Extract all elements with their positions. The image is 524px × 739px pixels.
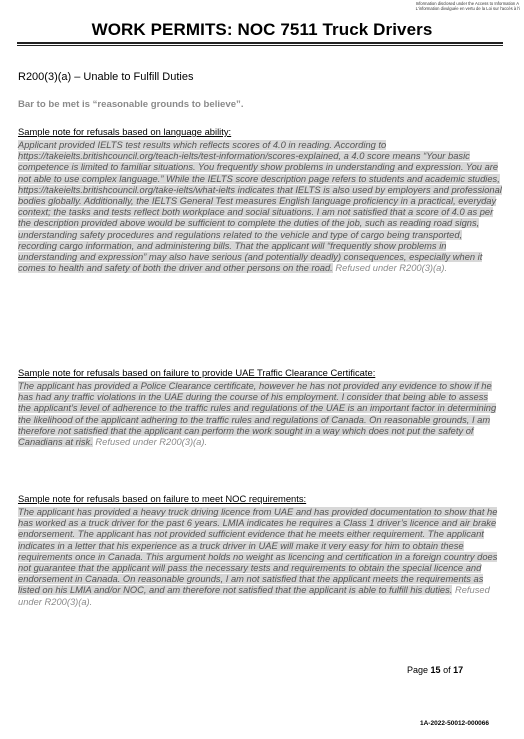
refused-label-uae-clearance: Refused under R200(3)(a). [95,437,208,448]
stamp-line-french: L'information divulguée en vertu de la Loi sur l'accès à l'i [415,6,520,11]
document-id: 1A-2022-50012-000066 [420,720,490,727]
page-word: Page [407,665,429,675]
note-text-noc: The applicant has provided a heavy truck driving licence from UAE and has provided documentation to show that he has worked as a truck driver for the past 6 years. LMIA indicates he requires a Class 1 driver’s licence and air brake endorsement. The applicant has not provided sufficient evidence that he meets either requirement. The applicant indicates in a letter that his experience as a truck driver in UAE will make it very easy for him to obtain these requirements once in Canada. This argument holds no weight as licencing and certification in a foreign country does not guarantee that the applicant will pass the necessary tests and requirements to obtain the special licence and endorsement in Canada. On reasonable grounds, I am not satisfied that the applicant meets the requirements as listed on his LMIA and/or NOC, and am therefore not satisfied that the applicant is able to fulfill his duties. [18,507,498,596]
note-body-language [18,140,503,274]
note-text-language: Applicant provided IELTS test results which reflects scores of 4.0 in reading. According to https://takeielts.britishcouncil.org/teach-ielts/test-information/scores-explained, a 4.0 score means “Your basic competence is limited to familiar situations. You frequently show problems in understanding and expression. You are not able to use complex language.” While the IELTS score description page refers to students and academic studies, https://takeielts.britishcouncil.org/take-ielts/what-ielts indicates that IELTS is also used by employers and professional bodies globally. Additionally, the IELTS General Test measures English language proficiency in a practical, everyday context; the tasks and tests reflect both workplace and social situations. I am not satisfied that a score of 4.0 as per the description provided above would be sufficient to complete the duties of the job, such as reading road signs, understanding safety procedures and regulations related to the vehicle and type of cargo being transported, recording cargo information, and administering bills. That the applicant will “frequently show problems in understanding and expression” may also have serious (and potentially deadly) consequences, especially when it comes to health and safety of both the driver and other persons on the road. [18,140,502,274]
page-total: 17 [453,665,464,675]
section-heading: R200(3)(a) – Unable to Fulfill Duties [18,71,194,83]
note-text-uae-clearance: The applicant has provided a Police Clearance certificate, however he has not provided any evidence to show if he has had any traffic violations in the UAE during the course of his employment. I consider that being able to assess the applicant’s level of adherence to the traffic rules and regulations of the UAE is an important factor in determining the likelihood of the applicant adhering to the traffic rules and regulations of Canada. On reasonable grounds, I am therefore not satisfied that the applicant can perform the work sought in a way which does not put the safety of Canadians at risk. [18,381,497,448]
note-heading-noc: Sample note for refusals based on failure to meet NOC requirements: [18,493,307,504]
note-heading-language: Sample note for refusals based on language ability: [18,126,232,137]
access-to-information-stamp [416,1,520,11]
page-number [407,665,463,675]
page-title: WORK PERMITS: NOC 7511 Truck Drivers [91,20,433,39]
page-current: 15 [430,665,441,675]
page-of: of [443,665,451,675]
title-rule-thick [17,42,503,44]
refused-label-language: Refused under R200(3)(a). [335,263,448,274]
refused-label-noc: Refused under R200(3)(a). [18,585,490,607]
title-rule-thin [17,45,503,46]
bar-statement: Bar to be met is “reasonable grounds to believe”. [18,99,244,110]
note-body-uae-clearance [18,381,503,448]
note-body-noc [18,507,503,608]
stamp-line-english: Information disclosed under the Access to Information A [415,1,519,6]
note-heading-uae-clearance: Sample note for refusals based on failure to provide UAE Traffic Clearance Certificate: [18,367,376,378]
